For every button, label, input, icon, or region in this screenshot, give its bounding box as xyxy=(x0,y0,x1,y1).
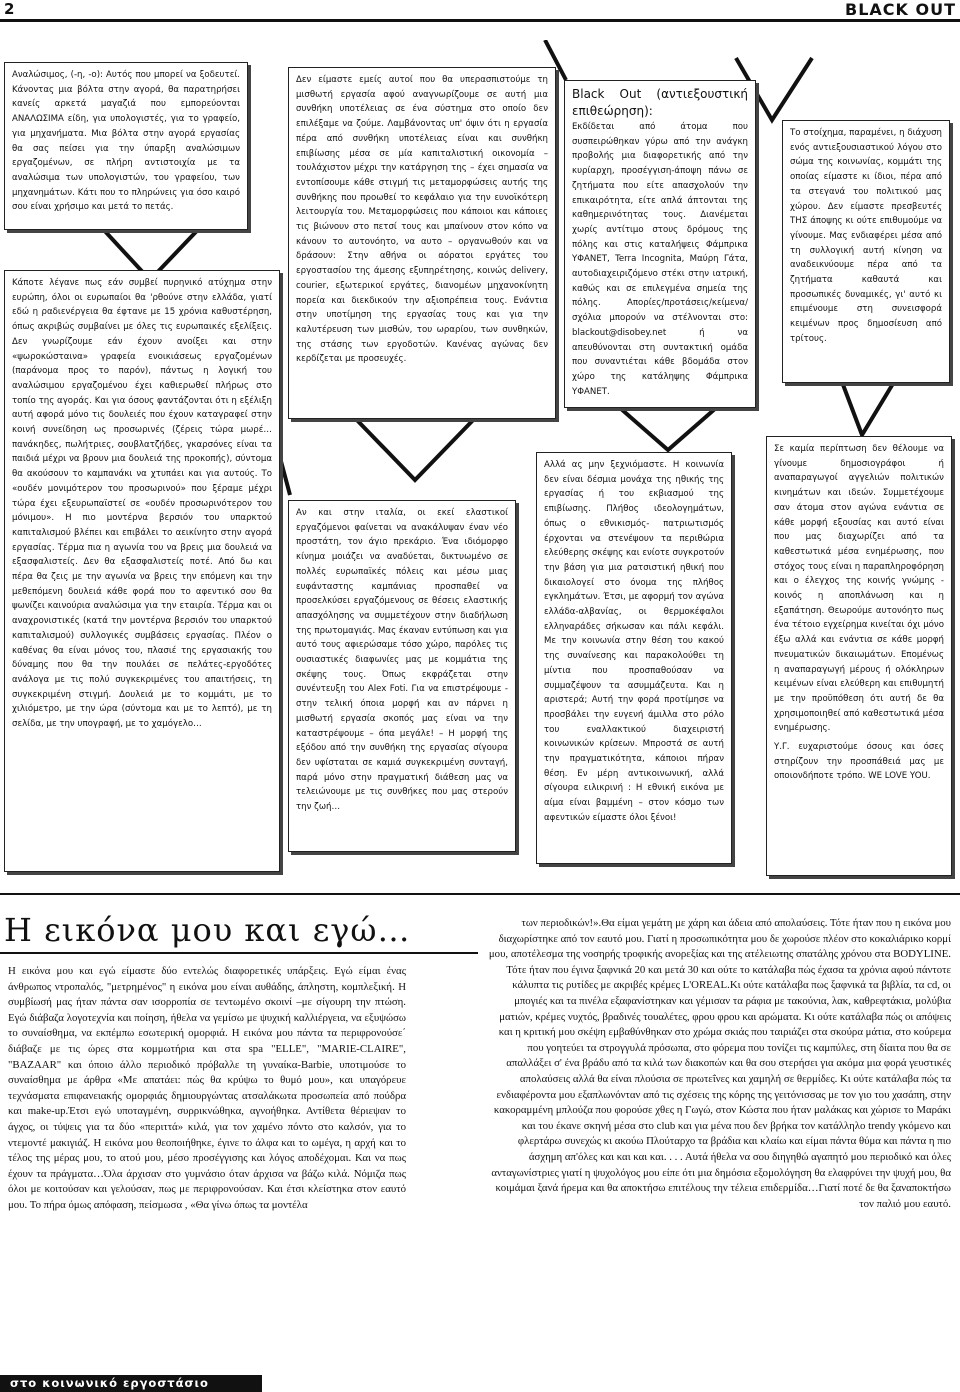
text-box-5: Το στοίχημα, παραμένει, η διάχυση ενός αντιεξουσιαστικού λόγου στο σώμα της κοινωνίας, κομμάτι της οποίας είμαστε κι ίδιοι, πέρα από τα στεγανά του πολιτικού μας χώρου. Δεν είμαστε πρεσβευτές ΤΗΣ άποψης κι ούτε επιθυμούμε να γίνουμε. Μας ενδιαφέρει μέσα από τη συλλογική αυτή κίνηση να αναδεικνύουμε πέρα από τα ζητήματα καθαυτά και προσωπικές δυναμικές, γι' αυτό κι επιμένουμε στη συνεισφορά κειμένων προς δημοσίευση από τρίτους. xyxy=(782,120,950,383)
flowchart-zone xyxy=(0,40,960,892)
text-box-3: Δεν είμαστε εμείς αυτοί που θα υπερασπιστούμε τη μισθωτή εργασία αφού αναγνωρίζουμε σε αυτή μια συνθήκη υποτέλειας σε ένα σύστημα στο οποίο δεν επιλέξαμε να ζούμε. Λαμβάνοντας υπ' όψιν ότι η εργασία πέρα από συνθήκη υποτέλειας είναι και συνθήκη επιβίωσης μέσα σε μία καπιταλιστική οικονομία –τουλάχιστον μέχρι την κατάργηση της – έχει σημασία να εντοπίσουμε κάθε στιγμή τις μεταμορφώσεις αυτής της συνθήκης που προωθεί το κεφάλαιο για την ευνοϊκότερη λειτουργία του. Μεταμορφώσεις που κάποιοι και κάποιες τις βιώνουν στο πετσί τους και μπαίνουν στον κόπο να κάνουν το αυτονόητο, να αυτο – οργανωθούν και να δράσουν: Στην αθήνα οι αόρατοι εργάτες του εργοστασίου της άμεσης εξυπηρέτησης, κοινώς delivery, courier, εξωτερικοί εργάτες, διανομέων μηχανοκίνητη πορεία και διεκδικούν την αξιοπρέπεια τους. Ενάντια στην υποτίμηση της εργασίας τους και για την καλυτέρευση των μισθών, του ωραρίου, των συνθηκών, της στάσης των εργοδοτών. Κανένας αγώνας δεν κερδίζεται με προσευχές. xyxy=(288,67,556,419)
text-box-4: Black Out (αντιεξουστική επιθεώρηση): Εκδίδεται από άτομα που συσπειρώθηκαν γύρω από την ανάγκη προβολής μια διαφορετικής από την κυρίαρχη, προσέγγιση-άποψη πάνω σε ζητήματα που είτε απασχολούν την επικαιρότητα, είτε απλά άπτονται της καθημερινότητας τους. Διανέμεται χωρίς αντίτιμο στους δρόμους της πόλης και στις καταλήψεις Φάμπρικα ΥΦΑΝΕΤ, Terra Incognita, Μαύρη Γάτα, αυτοδιαχειριζόμενο στέκι στην ιατρική, καθώς και σε επιλεγμένα σημεία της πόλης. Απορίες/προτάσεις/κείμενα/σχόλια μπορούν να στέλνονται στο: blackout@disobey.net ή να απευθύνονται στη συντακτική ομάδα που συναντιέται κάθε βδομάδα στον χώρο της κατάληψης Φάμπρικα ΥΦΑΝΕΤ. xyxy=(564,80,756,408)
article-title-rule xyxy=(0,952,478,954)
text-box-2: Κάποτε λέγανε πως εάν συμβεί πυρηνικό ατύχημα στην ευρώπη, όλοι οι ευρωπαίοι θα 'ρθούνε στην ελλάδα, γιατί εδώ η ραδιενέργεια θα έφτανε με 15 χρόνια καθυστέρηση, όπως ακριβώς συμβαίνει με όλες τις ευρωπαικές εξελίξεις. Δεν γνωρίζουμε εάν έχουν ανοίξει και στην «ψωροκώσταινα» γραφεία ενοικιάσεως εργαζομένων (παράνομα προς το παρόν), πάντως η λογική του αναλώσιμου εργαζομένου έχει καθιερωθεί πλήρως στο τοπίο της αγοράς. Και για όσους φαντάζονται ότι η εξέλιξη αυτή αφορά μόνο τις δουλειές που έχουν καταγραφεί στην κοινή συνείδηση ως προσωρινές (ζέρεις τώρα μωρέ… πανάκηδες, πωλήτριες, σουβλατζήδες, γκαρσόνες είναι τα παιδιά μέχρι να βρουν μια δουλειά της προκοπής), σύντομα θα ακούσουν το καμπανάκι να χτυπάει και για αυτούς. Το «ουδέν μονιμότερον του προσωρινού» που ξέραμε μέχρι τώρα έχει εξευρωπαϊστεί σε «ουδέν προσωρινότερον του μόνιμου». Η πιο μοντέρνα βερσιόν του υπαρκτού καπιταλισμού βλέπει και επιβάλει το αεικίνητο στην αγορά εργασίας. Τέρμα πια η αγωνία του να βρεις μια δουλειά να εξασφαλιστείς. Δεν θα εξασφαλιστείς ποτέ. Από δω και πέρα θα ζεις με την αγωνία να βρεις την επόμενη και την μεθεπόμενη δουλειά κάθε φορά που το αφεντικό σου θα ψωνίζει καινούρια αναλώσιμα για την εταιρία. Τέρμα και οι αναχρονιστικές (κατά την μοντέρνα βερσιόν του υπαρκτού καπιταλισμού) συλλογικές συμβάσεις εργασίας. Πλέον ο καθένας θα είναι μόνος του, πλασιέ της εργασιακής του δύναμης που θα την πουλάει σε πελάτες-εργοδότες ανάλογα με τις πολύ συγκεκριμένες του απαιτήσεις, τη συγκεκριμένη στιγμή. Δουλειά με το κομμάτι, με το χιλιόμετρο, με την ώρα (σύντομα και με το λεπτό), με τη σελίδα, με την υπογραφή, με το χαμόγελο… xyxy=(4,270,280,872)
page-number: 2 xyxy=(4,0,15,18)
text-box-1: Αναλώσιμος, (-η, -ο): Αυτός που μπορεί να ξοδευτεί. Κάνοντας μια βόλτα στην αγορά, θα παρατηρήσει κανείς αρκετά μαγαζιά που εμπορεύονται ΑΝΑΛΩΣΙΜΑ είδη, για υπολογιστές, για το γραφείο, για μηχανήματα. Μια βόλτα στην αγορά εργασίας θα σας πείσει για την ύπαρξη αναλώσιμων εργαζομένων, σε πλήρη αντιστοιχία με τα αναλώσιμα των υπολογιστών, του γραφείου, των μηχανημάτων. Κάτι που το πληρώνεις για όσο καιρό σου είναι χρήσιμο και μετά το πετάς. xyxy=(4,62,248,230)
article-column-right: των περιοδικών!».Θα είμαι γεμάτη με χάρη και άδεια από απολαύσεις. Τότε ήταν που η εικόνα μου διαχωρίστηκε από τον εαυτό μου. Γιατί η προσωπικότητα μου δε χωρούσε πλέον στο κοκαλιάρικο κορμί μου, αποτέλεσμα της νοσηρής τροφικής ανορεξίας και της ατέλειωτης σπατάλης χρόνου στα BODYLINE. Τότε ήταν που έγινα ξαφνικά 20 και μετά 30 και ούτε το κατάλαβα πώς έχασα τα χρόνια αφού πάντοτε κάλυπτα τις ρυτίδες με ακριβές κρέμες L'OREAL.Κι ούτε κατάλαβα πως ξαφνικά τα βιβλία, τα cd, οι μπογιές και τα πινέλα εξαφανίστηκαν και γέμισαν τα ράφια με τακούνια, λακ, καθρεφτάκια, μολύβια ματιών, κρέμες νυχτός, βραδινές τουαλέτες, φρου φρου και αρώματα. Κι ούτε κατάλαβα πώς οι απόψεις και η κριτική μου σκέψη εμβαθύνθηκαν στο χρώμα σκιάς που ταιριάζει στα σκούρα μάτια, στο κούρεμα που γοητεύει τα στρογγυλά πρόσωπα, στο φόρεμα που τονίζει τις καμπύλες, στη δίαιτα που θα σε απαλλάξει σ' ένα βράδυ από τα κιλά των διακοπών και θα σου στερήσει για ακόμα μια φορά γευστικές απολαύσεις αλλά θα είναι πλούσια σε πρωτεΐνες και χαμηλή σε θερμίδες. Κι ούτε κατάλαβα πώς τα ενδιαφέροντα μου εξαπλωνόνταν από τις σχέσεις της κόρης της γειτόνισσας με τον γιο του χασάπη, στην κακοραμμένη μπλούζα που φορούσε χθες η Γωγώ, στον Κώστα που ήταν μαλάκας και χώρισε το Μαράκι και του έκανε σκηνή μέσα στο club και για μένα που δεν βρήκα τον κατάλληλο trendy γκόμενο και φλερτάρω συνεχώς κι ακούω Πλούταρχο τα βράδια και κλαίω και είμαι πάντα θύμα και πάντα η πιο άσχημη απ'όλες και και και και. . . . Αυτά ήθελα να σου διηγηθώ αγαπητό μου περιοδικό και όλες ανταγωνίστριες γιατί η ψυχολόγος μου είπε ότι μια δημόσια εξομολόγηση θα ελαφρύνει την ψυχή μου, θα κοιμάμαι ξανά ήρεμα και θα αποκτήσω επιτέλους την τέλεια επιδερμίδα…Γιατί ποτέ δε θα ξαναποκτήσω τον παλιό μου εαυτό. xyxy=(488,917,951,1210)
article-title: Η εικόνα μου και εγώ… xyxy=(4,911,411,949)
section-rule xyxy=(0,893,960,895)
text-box-6: Αν και στην ιταλία, οι εκεί ελαστικοί εργαζόμενοι φαίνεται να ανακάλυψαν έναν νέο προστάτη, τον άγιο πρεκάριο. Ένα ιδιόμορφο κίνημα μοιάζει να αναδύεται, δικτυωμένο σε πολλές ευρωπαϊκές πόλεις και μέσω μιας ευφάνταστης καμπάνιας προσπαθεί να προσελκύσει εργαζόμενους σε θέσεις ελαστικής απασχόλησης να συμμετέχουν στην διαδήλωση της πρωτομαγιάς. Μας έκαναν εντύπωση και για αυτό τους αφιερώσαμε τόσο χώρο, παρόλες τις ουσιαστικές διαφωνίες μας με κομμάτια της σκέψης τους. Όπως εκφράζεται στην συνέντευξη του Alex Foti. Για να επιστρέψουμε - στην τελική όποια μορφή και αν πάρνει η μισθωτή εργασία σκοπός μας είναι να την καταστρέψουμε – όπα μεγάλε! – Η μορφή της εξόδου από την συνθήκη της εργασίας σίγουρα δεν υφίσταται σε καμιά συγκεκριμένη συνταγή, παρά μόνο στην πραγματική διάθεση μας να τελειώνουμε με τις συνθήκες που μας στερούν την ζωή… xyxy=(288,500,516,852)
box8-postscript: Υ.Γ. ευχαριστούμε όσους και όσες στηρίζουν την προσπάθειά μας με οποιονδήποτε τρόπο. WE LOVE YOU. xyxy=(774,742,944,782)
connector-rightmid-down xyxy=(620,408,716,450)
connector-center-down xyxy=(352,415,478,480)
article-column-left: Η εικόνα μου και εγώ είμαστε δύο εντελώς διαφορετικές υπάρξεις. Εγώ είμαι ένας άνθρωπος ντροπαλός, "μετρημένος" η εικόνα μου είναι αυθάδης, άπληστη, κομπλεξική. Η συμβίωσή μας ήταν πάντα σαν ισορροπία σε τεντωμένο σκοινί –με σίγουρη την πτώση. Εγώ διάβαζα λογοτεχνία και ποίηση, ήθελα να γεμίσω με ψυχική καλλιέργεια, να εξυψώσω το συναίσθημα, να εκπέμπω εσωτερική ομορφιά. Η εικόνα μου πάντα τα περιφρονούσε΄ διάβαζε με τις ώρες στα κομμωτήρια και στα spa "ELLE", "MARIE-CLAIRE", "BAZAAR" και όποιο άλλο περιοδικό πρόβαλλε τη γυναίκα-Barbie, υποτιμούσε το συναίσθημα με άρθρα «Με απατάει: πώς θα κρύψω το θυμό μου», και υπαγόρευε τεχνάσματα επιφανειακής ομορφιάς δημιουργώντας ατσαλάκωτα προσωπεία από πούδρα και make-up.Έτσι εγώ υποταγμένη, συρρικνώθηκα, αγνοήθηκα. Αντίθετα θέριεψαν το άγχος, οι τύψεις για τα δύο «περιττά» κιλά, για τον χαμένο πόντο στο καλσόν, για το ντεμοντέ μακιγιάζ. Η εικόνα μου θεοποιήθηκε, έγινε το άλφα και το ωμέγα, η αρχή και το τέλος της μέρας μου, το ατού μου, μέσο προσέγγισης και λόγος αποδέχομαι. Και να πως έχουν τα πράγματα…Όλα άρχισαν στο γυμνάσιο όταν άρχισα να βάζω κιλά. Νόμιζα πως όλοι με κοιτούσαν και γελούσαν, πως με περιφρονούσαν. Και έτσι κλείστηκα στον εαυτό μου. Το πήρα όμως απόφαση, πείσμωσα , «Θα γίνω όπως τα μοντέλα xyxy=(8,965,406,1211)
text-box-7: Αλλά ας μην ξεχνιόμαστε. Η κοινωνία δεν είναι δέσμια μονάχα της ηθικής της εργασίας ή του εκβιασμού της επιβίωσης. Πλήθος ιδεολογημάτων, όπως ο εθνικισμός- πατριωτισμός έρχονται να στενέψουν τα περιθώρια ελεύθερης σκέψης και ενίοτε συγκροτούν την βάση για μια ρατσιστική ηθική που δικαιολογεί στο όνομα της πλήθος εγκλημάτων. Έτσι, με αφορμή τον αγώνα ελλάδα-αλβανίας, οι θερμοκέφαλοι ελληναράδες σήκωσαν και πάλι κεφάλι. Με την κοινωνία στην θέση του κακού της συναίνεσης και παρακολούθει τη μίντια που προσπαθούσαν να συμμαζέψουν τα ασυμμάζευτα. Και η αριστερά; Αυτή την φορά προτίμησε να προσβάλει την ευγενή άμιλλα στο ρόλο του εναλλακτικού διαχειριστή κοινωνικών κρίσεων. Μπροστά σε αυτή την πραγματικότητα, κάποιοι πήραν θέση. Εν μέρη αντικοινωνική, αλλά σίγουρα ειλικρινή : Η εθνική εικόνα με αίμα είναι βαμμένη – στον κόσμο των αφεντικών είμαστε όλοι ξένοι! xyxy=(536,452,732,864)
connector-right-lower xyxy=(842,382,894,435)
header-rule xyxy=(0,19,960,22)
publication-title: BLACK OUT xyxy=(845,0,956,19)
footer-section-label: στο κοινωνικό εργοστάσιο xyxy=(10,1376,209,1390)
box4-heading: Black Out (αντιεξουστική επιθεώρηση): xyxy=(572,87,748,118)
text-box-8: Σε καμία περίπτωση δεν θέλουμε να γίνουμε δημοσιογράφοι ή αναπαραγωγοί αγγελιών πολιτικών κινημάτων και ιδεών. Συμμετέχουμε σαν άτομα στον αγώνα ενάντια σε κάθε μορφή εξουσίας και αυτό είναι που μας διαχωρίζει από τα καθεστωτικά μέσα ενημέρωσης, που στόχος τους είναι η παραπληροφόρηση και ο έλεγχος της κοινής γνώμης - κοινός η αποπλάνωση και η εξαπάτηση. Θεωρούμε αυτονόητο πως ένα τέτοιο εγχείρημα κινείται όχι μόνο έξω αλλά και ενάντια σε κάθε μορφή πνευματικών δικαιωμάτων. Επομένως η αναπαραγωγή μέρους ή ολόκληρων κειμένων είναι ελεύθερη και επιθυμητή με την προϋπόθεση ότι αυτή δε θα χρησιμοποιηθεί από καθεστωτικά μέσα ενημέρωσης. Υ.Γ. ευχαριστούμε όσους και όσες στηρίζουν την προσπάθειά μας με οποιονδήποτε τρόπο. WE LOVE YOU. xyxy=(766,436,952,876)
